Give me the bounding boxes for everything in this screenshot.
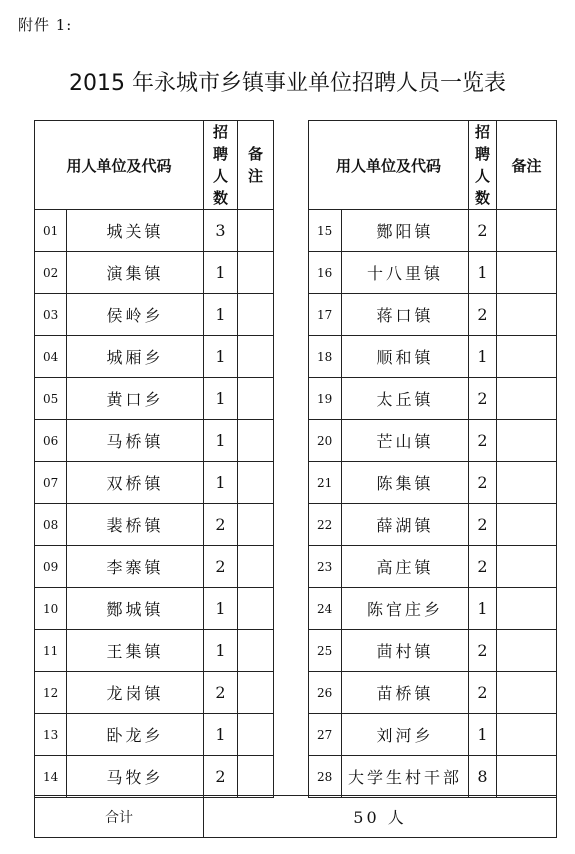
remark-cell: [497, 672, 557, 714]
unit-code-cell: 03: [35, 294, 67, 336]
remark-cell: [238, 462, 274, 504]
remark-cell: [497, 294, 557, 336]
remark-cell: [497, 462, 557, 504]
unit-name-cell: 演集镇: [67, 252, 204, 294]
recruit-count-cell: 1: [204, 420, 238, 462]
unit-column-header: 用人单位及代码: [35, 121, 204, 210]
unit-code-cell: 28: [309, 756, 342, 798]
recruit-count-cell: 2: [469, 630, 497, 672]
unit-name-cell: 太丘镇: [342, 378, 469, 420]
remark-header-char: 备: [248, 145, 264, 163]
unit-name-cell: 顺和镇: [342, 336, 469, 378]
unit-name-cell: 马牧乡: [67, 756, 204, 798]
unit-code-cell: 15: [309, 210, 342, 252]
remark-cell: [238, 378, 274, 420]
unit-name-cell: 酂阳镇: [342, 210, 469, 252]
remark-cell: [497, 588, 557, 630]
table-row: [309, 588, 557, 630]
table-row: [309, 546, 557, 588]
table-row: [35, 714, 274, 756]
table-row: [309, 756, 557, 798]
table-row: [35, 210, 274, 252]
recruit-count-cell: 1: [204, 294, 238, 336]
unit-code-cell: 18: [309, 336, 342, 378]
recruit-count-cell: 2: [469, 378, 497, 420]
remark-cell: [497, 630, 557, 672]
unit-name-cell: 大学生村干部: [342, 756, 469, 798]
unit-code-cell: 14: [35, 756, 67, 798]
unit-name-cell: 城厢乡: [67, 336, 204, 378]
unit-name-cell: 苗桥镇: [342, 672, 469, 714]
unit-name-cell: 卧龙乡: [67, 714, 204, 756]
recruit-count-cell: 2: [469, 210, 497, 252]
unit-code-cell: 16: [309, 252, 342, 294]
unit-code-cell: 13: [35, 714, 67, 756]
remark-cell: [497, 210, 557, 252]
table-row: [35, 252, 274, 294]
count-header-char: 数: [213, 189, 229, 207]
recruit-count-cell: 1: [204, 252, 238, 294]
recruit-count-cell: 1: [204, 336, 238, 378]
recruit-count-cell: 8: [469, 756, 497, 798]
unit-code-cell: 17: [309, 294, 342, 336]
unit-name-cell: 城关镇: [67, 210, 204, 252]
recruit-count-cell: 2: [204, 504, 238, 546]
remark-cell: [238, 252, 274, 294]
unit-code-cell: 05: [35, 378, 67, 420]
recruit-count-cell: 2: [204, 672, 238, 714]
unit-code-cell: 21: [309, 462, 342, 504]
unit-code-cell: 25: [309, 630, 342, 672]
unit-name-cell: 双桥镇: [67, 462, 204, 504]
unit-name-cell: 酂城镇: [67, 588, 204, 630]
unit-code-cell: 02: [35, 252, 67, 294]
table-row: [309, 420, 557, 462]
remark-header-char: 注: [526, 156, 542, 175]
unit-name-cell: 薛湖镇: [342, 504, 469, 546]
table-row: [309, 294, 557, 336]
unit-code-cell: 22: [309, 504, 342, 546]
remark-header-char: 备: [511, 156, 527, 175]
recruitment-table-right: [308, 120, 557, 798]
recruit-count-cell: 2: [469, 504, 497, 546]
unit-code-cell: 19: [309, 378, 342, 420]
count-header-char: 聘: [213, 145, 229, 163]
count-column-header: [204, 121, 238, 210]
table-row: [35, 630, 274, 672]
unit-name-cell: 蒋口镇: [342, 294, 469, 336]
remark-cell: [497, 546, 557, 588]
remark-cell: [497, 252, 557, 294]
recruit-count-cell: 2: [469, 420, 497, 462]
remark-cell: [238, 210, 274, 252]
unit-code-cell: 06: [35, 420, 67, 462]
table-row: [35, 588, 274, 630]
count-header-char: 聘: [475, 145, 491, 163]
recruit-count-cell: 2: [469, 546, 497, 588]
recruit-count-cell: 1: [469, 588, 497, 630]
recruit-count-cell: 1: [469, 252, 497, 294]
unit-name-cell: 茴村镇: [342, 630, 469, 672]
remark-cell: [497, 714, 557, 756]
total-label: 合计: [35, 796, 204, 838]
total-row: [35, 796, 557, 838]
table-row: [309, 714, 557, 756]
count-header-char: 数: [475, 189, 491, 207]
table-row: [35, 756, 274, 798]
table-row: [309, 210, 557, 252]
table-row: [309, 672, 557, 714]
unit-column-header: 用人单位及代码: [309, 121, 469, 210]
table-row: [35, 672, 274, 714]
unit-name-cell: 陈官庄乡: [342, 588, 469, 630]
table-row: [35, 294, 274, 336]
table-row: [309, 336, 557, 378]
recruit-count-cell: 1: [204, 630, 238, 672]
remark-header-char: 注: [248, 167, 264, 185]
recruit-count-cell: 3: [204, 210, 238, 252]
attachment-label: 附件 1:: [18, 16, 73, 34]
recruit-count-cell: 2: [469, 462, 497, 504]
table-row: [309, 630, 557, 672]
recruit-count-cell: 2: [469, 672, 497, 714]
table-header-row: [35, 121, 274, 210]
total-table: [34, 795, 557, 838]
document-title: 2015 年永城市乡镇事业单位招聘人员一览表: [69, 71, 506, 96]
unit-name-cell: 高庄镇: [342, 546, 469, 588]
unit-code-cell: 12: [35, 672, 67, 714]
unit-name-cell: 李寨镇: [67, 546, 204, 588]
table-row: [309, 504, 557, 546]
remark-cell: [238, 588, 274, 630]
recruit-count-cell: 2: [469, 294, 497, 336]
recruit-count-cell: 1: [204, 588, 238, 630]
count-header-char: 招: [213, 123, 229, 141]
table-row: [309, 378, 557, 420]
unit-code-cell: 24: [309, 588, 342, 630]
unit-name-cell: 十八里镇: [342, 252, 469, 294]
unit-code-cell: 23: [309, 546, 342, 588]
recruit-count-cell: 1: [204, 462, 238, 504]
remark-column-header: [497, 121, 557, 210]
unit-code-cell: 09: [35, 546, 67, 588]
table-row: [35, 378, 274, 420]
table-row: [35, 504, 274, 546]
table-row: [35, 546, 274, 588]
count-header-char: 人: [475, 167, 491, 185]
recruit-count-cell: 2: [204, 756, 238, 798]
recruit-count-cell: 1: [469, 336, 497, 378]
remark-cell: [238, 672, 274, 714]
table-row: [35, 336, 274, 378]
remark-cell: [238, 504, 274, 546]
unit-name-cell: 王集镇: [67, 630, 204, 672]
unit-name-cell: 龙岗镇: [67, 672, 204, 714]
unit-code-cell: 27: [309, 714, 342, 756]
unit-code-cell: 04: [35, 336, 67, 378]
recruitment-table-left: [34, 120, 274, 798]
unit-name-cell: 马桥镇: [67, 420, 204, 462]
remark-cell: [238, 756, 274, 798]
unit-name-cell: 刘河乡: [342, 714, 469, 756]
remark-column-header: [238, 121, 274, 210]
unit-name-cell: 芒山镇: [342, 420, 469, 462]
remark-cell: [238, 630, 274, 672]
table-row: [35, 420, 274, 462]
table-row: [309, 252, 557, 294]
remark-cell: [497, 504, 557, 546]
recruit-count-cell: 1: [469, 714, 497, 756]
remark-cell: [238, 546, 274, 588]
table-row: [309, 462, 557, 504]
unit-name-cell: 侯岭乡: [67, 294, 204, 336]
unit-code-cell: 11: [35, 630, 67, 672]
unit-code-cell: 01: [35, 210, 67, 252]
unit-code-cell: 07: [35, 462, 67, 504]
remark-cell: [497, 756, 557, 798]
count-column-header: [469, 121, 497, 210]
unit-code-cell: 10: [35, 588, 67, 630]
remark-cell: [497, 378, 557, 420]
table-header-row: [309, 121, 557, 210]
unit-code-cell: 20: [309, 420, 342, 462]
remark-cell: [238, 420, 274, 462]
table-row: [35, 462, 274, 504]
unit-name-cell: 陈集镇: [342, 462, 469, 504]
remark-cell: [497, 336, 557, 378]
remark-cell: [497, 420, 557, 462]
remark-cell: [238, 714, 274, 756]
count-header-char: 招: [475, 123, 491, 141]
count-header-char: 人: [213, 167, 229, 185]
recruit-count-cell: 2: [204, 546, 238, 588]
unit-code-cell: 26: [309, 672, 342, 714]
recruit-count-cell: 1: [204, 378, 238, 420]
unit-name-cell: 裴桥镇: [67, 504, 204, 546]
remark-cell: [238, 294, 274, 336]
total-value: 50 人: [204, 796, 557, 838]
remark-cell: [238, 336, 274, 378]
unit-code-cell: 08: [35, 504, 67, 546]
recruit-count-cell: 1: [204, 714, 238, 756]
unit-name-cell: 黄口乡: [67, 378, 204, 420]
